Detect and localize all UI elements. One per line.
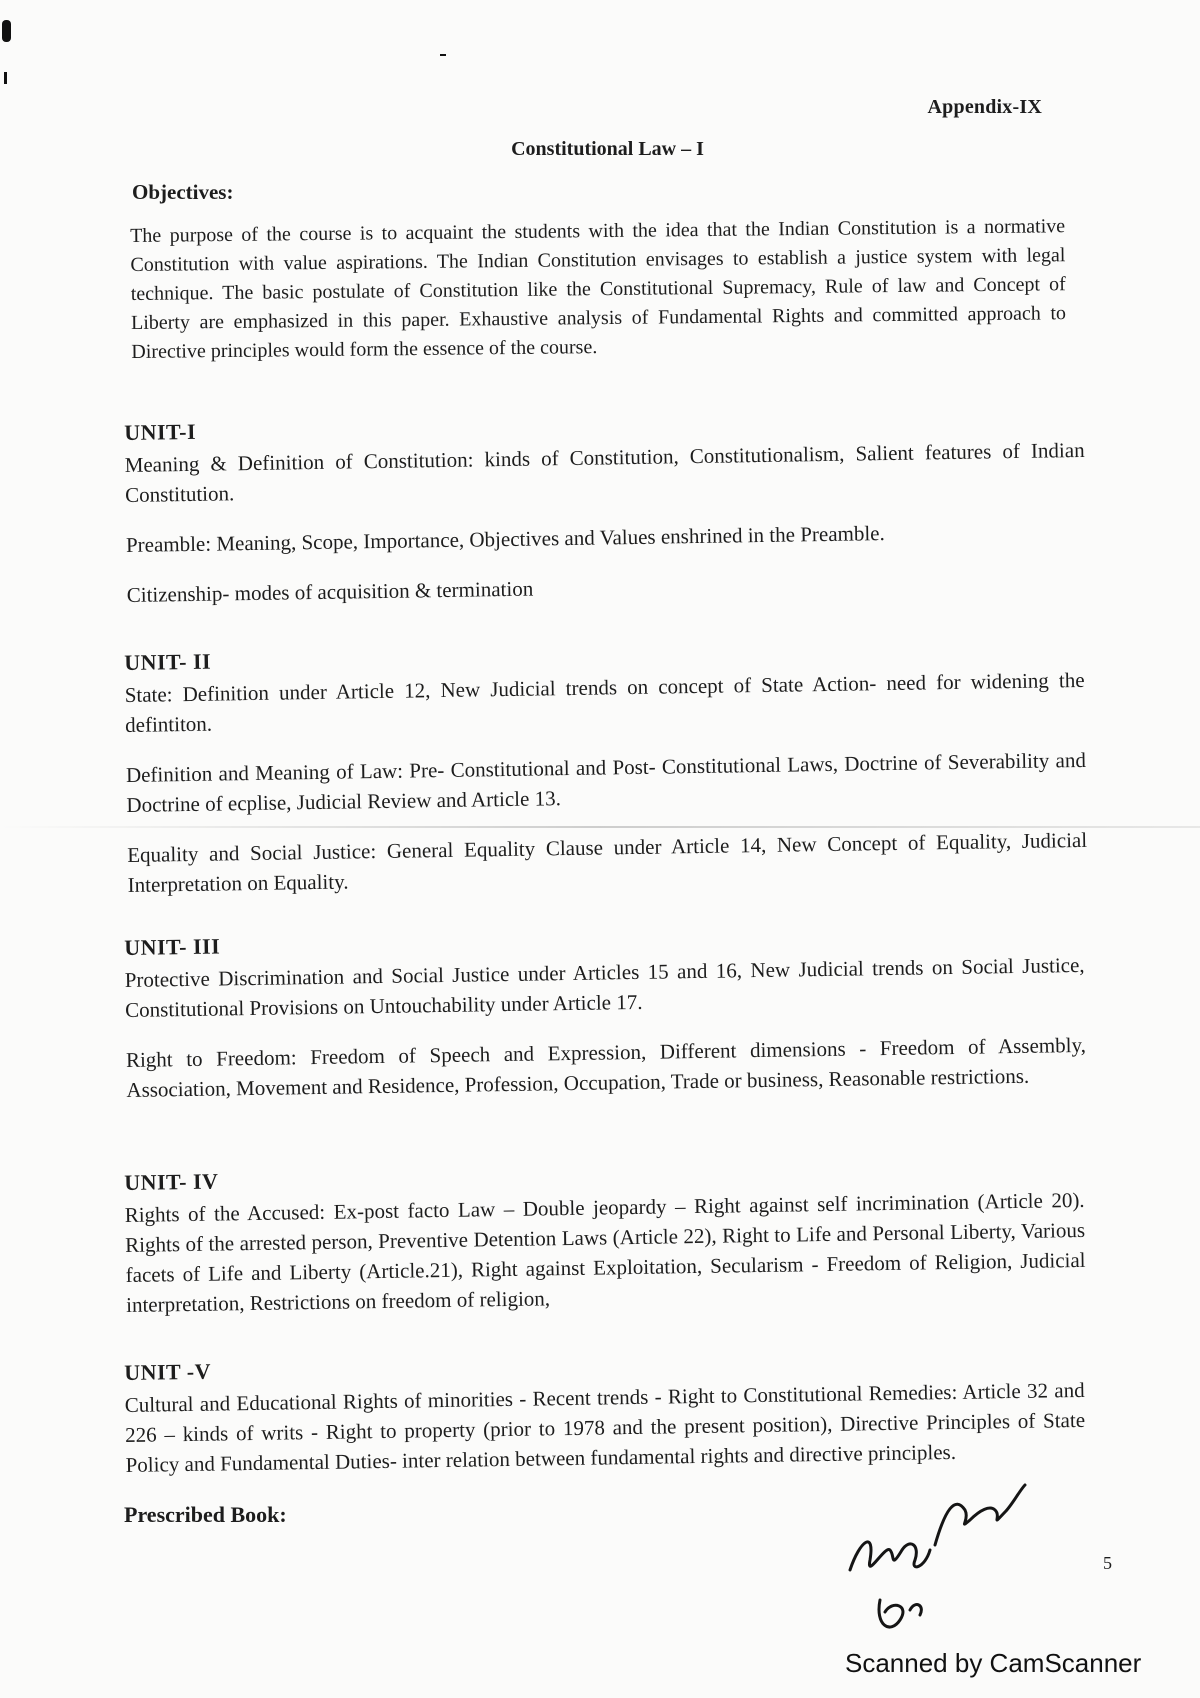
scan-edge-mark (4, 72, 7, 84)
unit-heading: UNIT-I (124, 418, 197, 445)
handwritten-signature (830, 1450, 1030, 1640)
unit-paragraph: Right to Freedom: Freedom of Speech and Expression, Different dimensions - Freedom of Assembly, Association, Movement and Residence, Profession, Occupation, Trade or business, Reasonable restrictions. (125, 1032, 1087, 1102)
objectives-heading: Objectives: (132, 180, 234, 204)
unit-paragraph: Protective Discrimination and Social Justice under Articles 15 and 16, New Judicial trends on Social Justice, Constitutional Provisions on Untouchability under Article 17. (124, 952, 1085, 1022)
scan-dash-mark (440, 54, 446, 56)
unit-section (124, 1155, 1087, 1340)
unit-paragraph: State: Definition under Article 12, New Judicial trends on concept of State Action- need for widening the defintiton. (124, 667, 1085, 737)
unit-paragraph: Citizenship- modes of acquisition & termination (126, 576, 534, 607)
objectives-text: The purpose of the course is to acquaint the students with the idea that the Indian Constitution is a normative Constitution with value aspirations. The Indian Constitution envisages to establish a justice system with legal technique. The basic postulate of Constitution like the Constitutional Supremacy, Rule of law and Concept of Liberty are emphasized in this paper. Exhaustive analysis of Fundamental Rights and committed approach to Directive principles would form the essence of the course. (130, 215, 1067, 363)
unit-paragraph: Cultural and Educational Rights of minorities - Recent trends - Right to Constitutional Remedies: Article 32 and 226 – kinds of writs - Right to property (prior to 1978 and the present position), Directive Principles of State Policy and Fundamental Duties- inter relation between fundamental rights and directive principles. (124, 1377, 1086, 1477)
unit-section (124, 635, 1088, 920)
unit-heading: UNIT- II (124, 648, 212, 675)
unit-heading: UNIT -V (124, 1358, 212, 1385)
unit-paragraph: Preamble: Meaning, Scope, Importance, Objectives and Values enshrined in the Preamble. (125, 521, 885, 557)
prescribed-book-heading: Prescribed Book: (124, 1502, 287, 1527)
unit-heading: UNIT- IV (124, 1168, 219, 1195)
scan-edge-mark (2, 20, 11, 42)
unit-section (124, 920, 1087, 1125)
unit-paragraph: Definition and Meaning of Law: Pre- Constitutional and Post- Constitutional Laws, Doctrine of Severability and Doctrine of ecplise, Judicial Review and Article 13. (125, 747, 1087, 817)
unit-paragraph: Equality and Social Justice: General Equality Clause under Article 14, New Concept of Equality, Judicial Interpretation on Equality. (127, 827, 1088, 897)
unit-paragraph: Rights of the Accused: Ex-post facto Law – Double jeopardy – Right against self incrimination (Article 20). Rights of the arrested person, Preventive Detention Laws (Article 22), Right to Life and Personal Liberty, Various facets of Life and Liberty (Article.21), Right against Exploitation, Secularism - Freedom of Religion, Judicial interpretation, Restrictions on freedom of religion, (124, 1187, 1086, 1317)
unit-section (124, 405, 1087, 630)
page-number: 5 (1103, 1553, 1112, 1573)
unit-paragraph: Meaning & Definition of Constitution: kinds of Constitution, Constitutionalism, Salient features of Indian Constitution. (124, 437, 1085, 507)
appendix-label: Appendix-IX (927, 96, 1042, 118)
scanner-watermark: Scanned by CamScanner (845, 1648, 1142, 1678)
document-title: Constitutional Law – I (511, 138, 704, 160)
unit-heading: UNIT- III (124, 933, 221, 960)
